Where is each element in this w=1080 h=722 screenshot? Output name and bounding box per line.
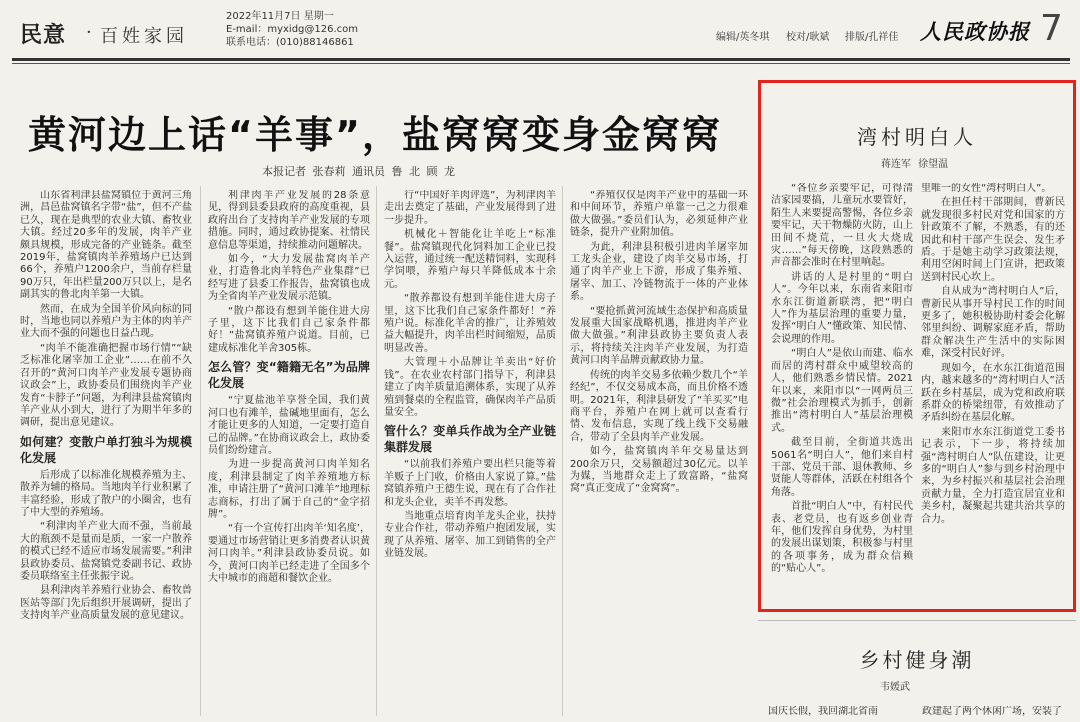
bottom-article-text: 国庆长假，我回湖北省南 bbox=[768, 706, 878, 717]
paragraph: “以前我们养殖户要出栏只能等着羊贩子上门收，价格由人家说了算。”盐窝镇养殖户王德生说，现在有了合作社和龙头企业，卖羊不再发愁。 bbox=[384, 459, 556, 508]
paragraph: 后形成了以标准化规模养殖为主、散养为辅的格局。当地肉羊行业积累了丰富经验，形成了散户的小圈舍，也有了中大型的养殖场。 bbox=[20, 469, 192, 518]
bottom-article-title: 乡村健身潮 bbox=[859, 648, 975, 672]
proofreader-credit: 校对/耿斌 bbox=[786, 32, 830, 43]
sidebar-title: 湾村明白人 bbox=[857, 125, 977, 149]
paragraph: “散养都设有想到羊能住进大房子里，这下比我们自己家条件都好！”养殖户说。标准化羊舍的推广，让养殖效益大幅提升，肉羊出栏时间缩短，品质明显改善。 bbox=[384, 293, 556, 354]
section-subhead: 如何建？变散户单打独斗为规模化发展 bbox=[20, 434, 192, 465]
article-column-4 bbox=[570, 190, 748, 718]
column-divider bbox=[562, 186, 563, 716]
paragraph: 自从成为“湾村明白人”后，曹新民从事开导村民工作的时间更多了，她积极协助村委会化解邻里纠纷、调解家庭矛盾，帮助群众解决生产生活中的实际困难，深受村民好评。 bbox=[921, 286, 1065, 360]
paragraph: 首批“明白人”中，有村民代表、老党员，也有返乡创业青年，他们发挥自身优势，为村里的发展出谋划策，积极参与村里的各项事务，成为群众信赖的“贴心人”。 bbox=[771, 501, 913, 575]
page-number: 7 bbox=[1040, 8, 1063, 49]
paragraph: 机械化＋智能化让羊吃上“标准餐”。盐窝镇现代化饲料加工企业已投入运营，通过统一配送精饲料，实现科学饲喂，养殖户每只羊降低成本十余元。 bbox=[384, 229, 556, 290]
section-divider bbox=[758, 620, 1076, 621]
contact-phone: 联系电话：(010)88146861 bbox=[226, 37, 354, 48]
article-column-2 bbox=[208, 190, 370, 718]
paragraph: 在担任村干部期间，曹新民就发现很多村民对党和国家的方针政策不了解，不熟悉，有的还因此和村干部产生误会、发生矛盾。于是她主动学习政策法规，利用空闲时间上门宣讲，把政策送到村民心坎上。 bbox=[921, 197, 1065, 283]
sidebar-authors: 蒋连军 徐望温 bbox=[881, 159, 949, 170]
paragraph: “利津肉羊产业大而不强，当前最大的瓶颈不是量而是质，一家一户散养的模式已经不适应市场发展需要。”利津县政协委员、盐窝镇党委副书记、政协委员联络室主任张振宇说。 bbox=[20, 521, 192, 582]
paragraph: 传统的肉羊交易多依赖少数几个“羊经纪”，不仅交易成本高，而且价格不透明。2021年，利津县研发了“羊买买”电商平台，养殖户在网上就可以查看行情、发布信息，实现了线上线下交易融合，带动了全县肉羊产业发展。 bbox=[570, 369, 748, 443]
contact-email: E-mail：myxidg@126.com bbox=[226, 24, 359, 35]
paragraph: “要抢抓黄河流域生态保护和高质量发展重大国家战略机遇，推进肉羊产业做大做强。”利津县政协主要负责人表示，将持续关注肉羊产业发展，为打造黄河口肉羊品牌贡献政协力量。 bbox=[570, 305, 748, 367]
sidebar-column-2 bbox=[921, 183, 1065, 603]
paragraph: 当地重点培育肉羊龙头企业，扶持专业合作社，带动养殖户抱团发展，实现了从养殖、屠宰、加工到销售的全产业链发展。 bbox=[384, 510, 556, 560]
article-column-3 bbox=[384, 190, 556, 718]
paragraph: 来阳市水东江街道党工委书记表示，下一步，将持续加强“湾村明白人”队伍建设，让更多的“明白人”参与到乡村治理中来，为乡村振兴和基层社会治理贡献力量，全力打造宜居宜业和美乡村，凝聚起共建共治共享的合力。 bbox=[921, 426, 1065, 525]
paragraph: 行“中国好羊肉评选”，为利津肉羊走出去奠定了基础，产业发展得到了进一步提升。 bbox=[384, 190, 556, 226]
paragraph: 里唯一的女性“湾村明白人”。 bbox=[921, 183, 1052, 194]
paragraph: 为此，利津县积极引进肉羊屠宰加工龙头企业，建设了肉羊交易市场，打通了肉羊产业上下游，形成了集养殖、屠宰、加工、冷链物流于一体的产业体系。 bbox=[570, 241, 748, 303]
paragraph: “散户都设有想到羊能住进大房子里，这下比我们自己家条件都好！”盐窝镇养殖户说道。目前，已建成标准化羊舍305栋。 bbox=[208, 305, 370, 354]
paragraph: “养殖仅仅是肉羊产业中的基础一环和中间环节，养殖户单靠一己之力很难做大做强。”委员们认为，必须延伸产业链条，提升产业附加值。 bbox=[570, 190, 748, 239]
paragraph: 山东省利津县盐窝镇位于黄河三角洲，昌邑盐窝镇名字带“盐”，但不产盐已久，现在是典型的农业大镇、畜牧业大镇。经过20多年的发展，肉羊产业颇具规模，形成完备的产业链条。截至2019年，盐窝镇肉羊养殖场户已达到66个，养殖户1200余户，当前存栏量90万只，年出栏量200万只以上，是名副其实的鲁北肉羊第一大镇。 bbox=[20, 190, 192, 301]
column-name: 百姓家园 bbox=[100, 26, 188, 47]
paragraph: “肉羊不能准确把握市场行情”“缺乏标准化屠宰加工企业”……在前不久召开的“黄河口肉羊产业发展专题协商议政会”上，政协委员们围绕肉羊产业发育“卡脖子”问题，为利津县盐窝镇肉羊产业从小到大，进行了为期半年多的调研，提出意见建议。 bbox=[20, 342, 192, 429]
paragraph: “有一个宣传打出肉羊‘知名度’，要通过市场营销让更多消费者认识黄河口肉羊。”利津县政协委员说。如今，黄河口肉羊已经走进了全国多个大中城市的商超和餐饮企业。 bbox=[208, 523, 370, 584]
layout-credit: 排版/孔祥佳 bbox=[845, 32, 899, 43]
article-byline: 本报记者 张春莉 通讯员 鲁 北 顾 龙 bbox=[262, 165, 455, 178]
paragraph: 为进一步提高黄河口肉羊知名度，利津县制定了肉羊养殖地方标准，申请注册了“黄河口滩羊”地理标志商标，打出了属于自己的“金字招牌”。 bbox=[208, 459, 370, 520]
paragraph: 讲话的人是村里的“明白人”。今年以来，东南省来阳市水东江街道新联湾，把“明白人”作为基层治理的重要力量，发挥“明白人”懂政策、知民情、会说理的作用。 bbox=[771, 271, 913, 345]
paragraph: 如今，盐窝镇肉羊年交易量达到200余万只，交易额超过30亿元。以羊为媒，当地群众走上了致富路，“盐窝窝”真正变成了“金窝窝”。 bbox=[570, 446, 748, 495]
paragraph: 大管理＋小品牌让羊卖出“好价钱”。在农业农村部门指导下，利津县建立了肉羊质量追溯体系，实现了从养殖到餐桌的全程监管，确保肉羊产品质量安全。 bbox=[384, 357, 556, 418]
masthead bbox=[0, 0, 1080, 66]
paragraph: 现如今，在水东江街道范围内，越来越多的“湾村明白人”活跃在乡村基层，成为党和政府联系群众的桥梁纽带，有效推动了矛盾纠纷在基层化解。 bbox=[921, 362, 1065, 424]
masthead-rule-thin bbox=[12, 63, 1070, 64]
paragraph: 然而，在成为全国羊价风向标的同时，当地也同以养殖户为主体的肉羊产业大而不强的问题也日益凸现。 bbox=[20, 303, 192, 340]
bottom-article-text: 政建起了两个休闲广场，安装了 bbox=[922, 706, 1062, 717]
paragraph: 县利津肉羊养殖行业协会、畜牧兽医站等部门先后组织开展调研，提出了支持肉羊产业高质量发展的意见建议。 bbox=[20, 585, 192, 622]
column-separator-dot: · bbox=[86, 22, 92, 43]
editor-credit: 编辑/英冬琪 bbox=[716, 32, 770, 43]
bottom-article-author: 韦媛武 bbox=[880, 682, 910, 693]
issue-date: 2022年11月7日 星期一 bbox=[226, 11, 334, 22]
paragraph: 利津肉羊产业发展的28条意见，得到县委县政府的高度重视，县政府出台了支持肉羊产业发展的专项措施。同时，通过政协提案、社情民意信息等渠道，持续推动问题解决。 bbox=[208, 190, 370, 251]
article-headline: 黄河边上话“羊事”，盐窝窝变身金窝窝 bbox=[28, 113, 722, 157]
column-divider bbox=[200, 186, 201, 716]
paragraph: “宁夏盐池羊享誉全国，我们黄河口也有滩羊，盐碱地里面有，怎么才能让更多的人知道，一定要打造自己的品牌。”在协商议政会上，政协委员们纷纷建言。 bbox=[208, 395, 370, 456]
sidebar-column-1 bbox=[771, 183, 913, 603]
sidebar-article-box bbox=[758, 80, 1076, 612]
paragraph: “各位乡亲要牢记，可得清洁家园要搞，儿童玩水要管好，陌生人来要提高警惕，各位乡亲要牢记，天干物燥防火防，山上田间不烧荒，一旦火大烧成灾……”每天傍晚，这段熟悉的声音都会准时在村里响起。 bbox=[771, 183, 913, 269]
contact-info bbox=[226, 10, 358, 49]
article-column-1 bbox=[20, 190, 192, 718]
paragraph: “明白人”是依山而建、临水而居的湾村群众中威望较高的人，他们熟悉乡情民情。2021年以来，来阳市以“一网两员三微”社会治理模式为抓手，创新推出“湾村明白人”基层治理模式。 bbox=[771, 348, 913, 434]
column-logo: 民意 bbox=[20, 22, 67, 48]
masthead-rule bbox=[12, 58, 1070, 61]
paragraph: 截至目前，全街道共选出5061名“明白人”，他们来自村干部、党员干部、退休教师、乡贤能人等群体，活跃在村组各个角落。 bbox=[771, 437, 913, 498]
column-divider bbox=[376, 186, 377, 716]
newspaper-logo: 人民政协报 bbox=[920, 19, 1030, 44]
paragraph: 如今，“大力发展盐窝肉羊产业，打造鲁北肉羊特色产业集群”已经写进了县委工作报告，盐窝镇也成为全省肉羊产业发展示范镇。 bbox=[208, 254, 370, 303]
section-subhead: 管什么？变单兵作战为全产业链集群发展 bbox=[384, 424, 556, 455]
section-subhead: 怎么管？变“籍籍无名”为品牌化发展 bbox=[208, 360, 370, 391]
